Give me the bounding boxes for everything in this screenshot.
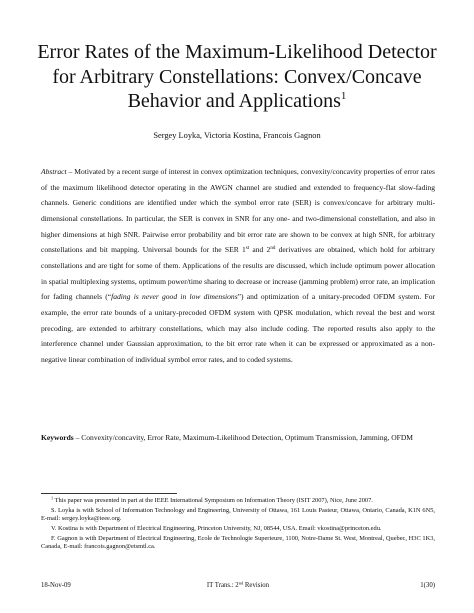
abstract-sup-2: nd bbox=[270, 246, 276, 252]
footnote bbox=[41, 535, 435, 552]
footnote-mark: 1 bbox=[51, 495, 54, 501]
footnote bbox=[41, 525, 435, 534]
footnote bbox=[41, 497, 435, 506]
abstract bbox=[41, 164, 435, 368]
keywords-text: – Convexity/concavity, Error Rate, Maximum-Likelihood Detection, Optimum Transmission, Jamming, OFDM bbox=[73, 433, 414, 442]
abstract-text-2: and 2 bbox=[249, 245, 271, 255]
abstract-text-3: derivatives are obtained, which hold for arbitrary constellations and are tight for some of them. Applications of the results are discussed, which include optimum power allocation in spatial multiplexing systems, optimum power/time sharing to decrease or increase (jamming problem) error rate, an implication for fading channels (“ bbox=[41, 245, 436, 302]
footer-page-number: 1(30) bbox=[420, 582, 435, 589]
paper-title bbox=[20, 40, 454, 114]
footnote-text: F. Gagnon is with Department of Electrical Engineering, Ecole de Technologie Superieure, 1100, Notre-Dame St. West, Montreal, Quebec, H3C 1K3, Canada, E-mail: francois.gagnon@etsmtl.ca. bbox=[41, 534, 435, 551]
keywords bbox=[41, 430, 435, 446]
footnote-text: V. Kostina is with Department of Electrical Engineering, Princeton University, NJ, 08544, USA. Email: vkostina@princeton.edu. bbox=[51, 525, 382, 533]
footer-revision-sup: nd bbox=[238, 580, 244, 586]
title-line-3: Behavior and Applications bbox=[127, 90, 341, 112]
footnote-separator bbox=[41, 493, 177, 494]
footnote-text: This paper was presented in part at the IEEE International Symposium on Information Theory (ISIT 2007), Nice, June 2007. bbox=[53, 497, 373, 504]
abstract-text-1: – Motivated by a recent surge of interest in convex optimization techniques, convexity/concavity properties of error rates of the maximum likelihood detector operating in the AWGN channel are studied and extended to frequency-flat slow-fading channels. Generic conditions are identified under which the symbol error rate (SER) is convex/concave for arbitrary multi-dimensional constellations. In particular, the SER is convex in SNR for any one- and two-dimensional constellation, and also in higher dimensions at high SNR. Pairwise error probability and bit error rate are shown to be convex at high SNR, for arbitrary constellations and bit mapping. Universal bounds for the SER 1 bbox=[41, 167, 435, 255]
footnote bbox=[41, 507, 435, 524]
footnotes bbox=[41, 497, 435, 553]
author-list: Sergey Loyka, Victoria Kostina, Francois Gagnon bbox=[153, 131, 321, 140]
abstract-italic-quote: fading is never good in low dimensions bbox=[111, 292, 238, 302]
abstract-label: Abstract bbox=[41, 167, 67, 176]
abstract-sup-1: st bbox=[245, 246, 250, 252]
footer-date: 18-Nov-09 bbox=[41, 582, 71, 589]
footer-revision bbox=[41, 581, 435, 590]
footer-revision-post: Revision bbox=[243, 582, 270, 589]
footer-revision-pre: IT Trans.: 2 bbox=[206, 582, 239, 589]
footnote-text: S. Loyka is with School of Information Technology and Engineering, University of Ottawa, 161 Louis Pasteur, Ottawa, Ontario, Canada, K1N 6N5, E-mail: sergey.loyka@ieee.org. bbox=[41, 506, 435, 523]
title-line-1: Error Rates of the Maximum-Likelihood Detector bbox=[37, 41, 437, 63]
title-line-2: for Arbitrary Constellations: Convex/Concave bbox=[52, 65, 422, 88]
title-footnote-mark: 1 bbox=[340, 90, 347, 102]
keywords-label: Keywords bbox=[41, 433, 74, 442]
abstract-text-4: ”) and optimization of a unitary-precoded OFDM system. For example, the error rate bounds of a unitary-precoded OFDM system with QPSK modulation, which reveal the best and worst precoding, are extended to arbitrary constellations, which may also include coding. The reported results also apply to the interference channel under Gaussian approximation, to the bit error rate when it can be expressed or approximated as a non-negative linear combination of individual symbol error rates, and to coded systems. bbox=[41, 292, 435, 364]
